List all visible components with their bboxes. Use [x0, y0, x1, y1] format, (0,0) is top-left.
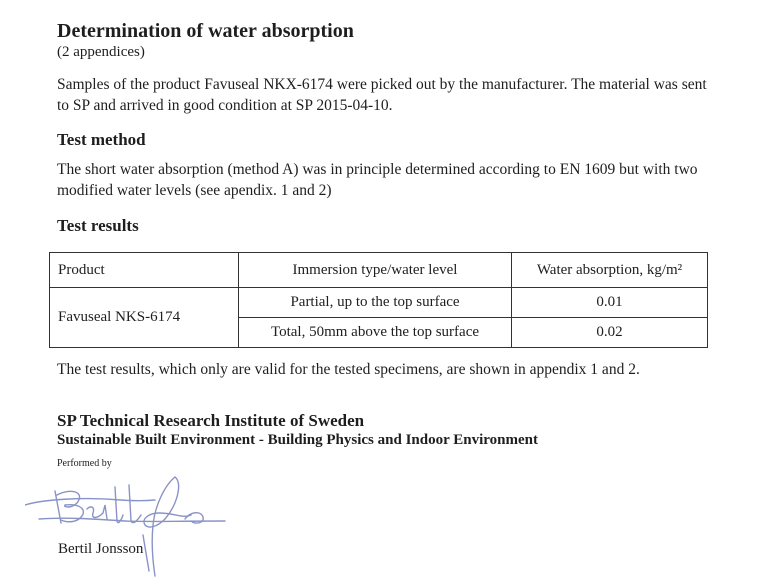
results-table: [49, 252, 708, 348]
results-note: The test results, which only are valid for the tested specimens, are shown in appendix 1 and 2.: [57, 361, 640, 378]
performed-by-label: Performed by: [57, 458, 112, 469]
institute-name: SP Technical Research Institute of Sweden: [57, 411, 365, 430]
intro-paragraph: Samples of the product Favuseal NKX-6174 were picked out by the manufacturer. The material was sent to SP and arrived in good condition at SP 2015-04-10.: [57, 76, 707, 114]
signatory-name: Bertil Jonsson: [58, 541, 144, 557]
table-header-row: [50, 253, 708, 288]
column-header-absorption: Water absorption, kg/m²: [512, 253, 708, 288]
immersion-cell: Total, 50mm above the top surface: [239, 318, 512, 348]
absorption-cell: 0.01: [512, 288, 708, 318]
handwritten-signature: [25, 475, 240, 577]
test-results-heading: Test results: [57, 216, 139, 235]
column-header-product: Product: [50, 253, 239, 288]
test-method-heading: Test method: [57, 130, 146, 149]
table-row: [50, 288, 708, 318]
column-header-immersion: Immersion type/water level: [239, 253, 512, 288]
product-cell: Favuseal NKS-6174: [50, 288, 239, 348]
test-method-paragraph: The short water absorption (method A) was in principle determined according to EN 1609 but with two modified water levels (see apendix. 1 and 2): [57, 161, 698, 199]
institute-department: Sustainable Built Environment - Building Physics and Indoor Environment: [57, 432, 538, 448]
immersion-cell: Partial, up to the top surface: [239, 288, 512, 318]
page-title: Determination of water absorption: [57, 20, 354, 42]
absorption-cell: 0.02: [512, 318, 708, 348]
page-subtitle: (2 appendices): [57, 44, 145, 60]
